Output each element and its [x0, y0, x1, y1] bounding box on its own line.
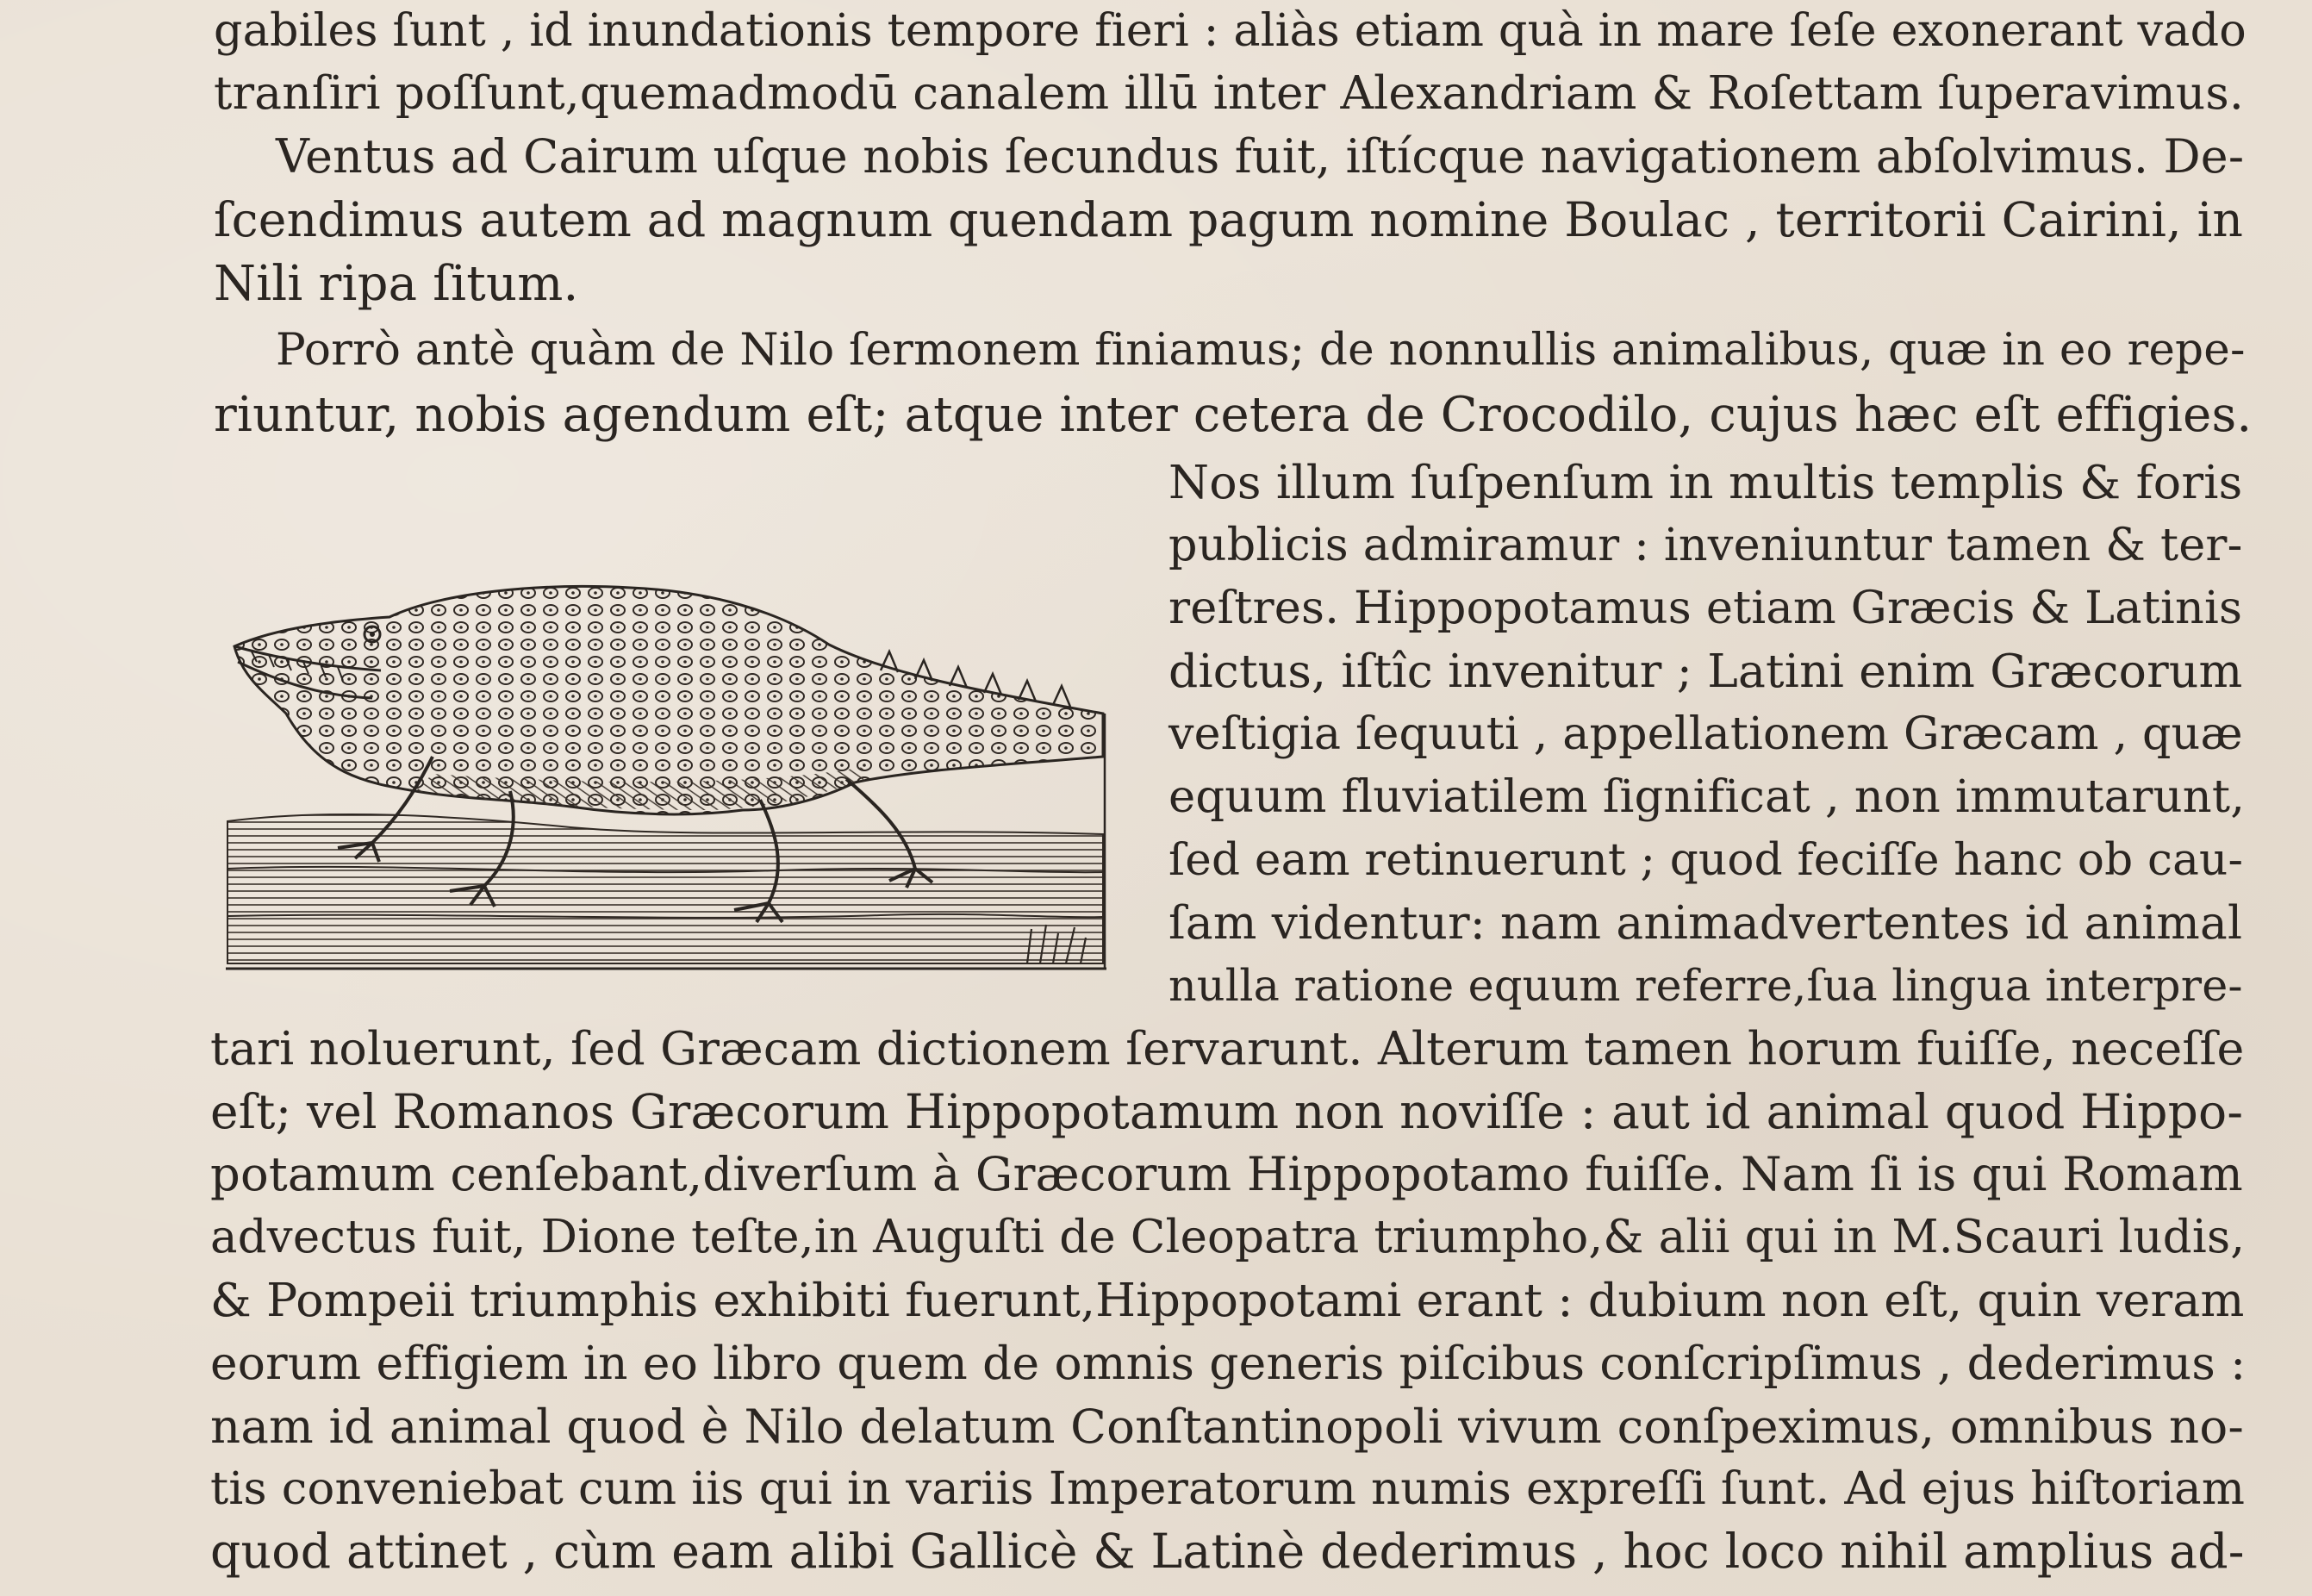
- text-line-12: veſtigia ſequuti , appellationem Græcam , quæ: [1168, 708, 2243, 760]
- text-line-21: & Pompeii triumphis exhibiti fuerunt,Hippopotami erant : dubium non eſt, quin veram: [210, 1273, 2245, 1327]
- text-line-14: ſed eam retinuerunt ; quod feciſſe hanc ob cau-: [1168, 834, 2244, 886]
- text-line-8: Nos illum ſuſpenſum in multis templis & foris: [1168, 455, 2243, 509]
- text-line-23: nam id animal quod è Nilo delatum Conſtantinopoli vivum conſpeximus, omnibus no-: [210, 1399, 2244, 1454]
- text-line-20: advectus fuit, Dione teſte,in Auguſti de Cleopatra triumpho,& alii qui in M.Scauri ludis,: [210, 1211, 2246, 1263]
- text-line-13: equum fluviatilem ſignificat , non immutarunt,: [1168, 770, 2246, 823]
- text-line-22: eorum effigiem in eo libro quem de omnis generis piſcibus conſcripſimus , dederimus :: [210, 1336, 2247, 1390]
- text-line-18: eſt; vel Romanos Græcorum Hippopotamum non noviſſe : aut id animal quod Hippo-: [210, 1084, 2244, 1139]
- text-line-2: tranſiri poſſunt,quemadmodū canalem illū inter Alexandriam & Roſettam ſuperavimus.: [214, 66, 2244, 120]
- text-line-7: riuntur, nobis agendum eſt; atque inter cetera de Crocodilo, cujus hæc eſt effigies.: [214, 387, 2253, 443]
- text-line-3: Ventus ad Cairum uſque nobis ſecundus fuit, iſtícque navigationem abſolvimus. De-: [276, 129, 2245, 184]
- text-line-9: publicis admiramur : inveniuntur tamen & ter-: [1168, 519, 2243, 571]
- text-line-17: tari noluerunt, ſed Græcam dictionem ſervarunt. Alterum tamen horum fuiſſe, neceſſe: [210, 1021, 2245, 1075]
- text-line-25: quod attinet , cùm eam alibi Gallicè & Latinè dederimus , hoc loco nihil amplius ad-: [210, 1524, 2245, 1580]
- text-line-15: ſam videntur: nam animadvertentes id animal: [1168, 896, 2243, 950]
- text-line-1: gabiles ſunt , id inundationis tempore fieri : aliàs etiam quà in mare ſeſe exonerant vado: [214, 4, 2247, 57]
- text-line-4: ſcendimus autem ad magnum quendam pagum nomine Boulac , territorii Cairini, in: [214, 193, 2244, 248]
- text-line-24: tis conveniebat cum iis qui in variis Imperatorum numis expreſſi ſunt. Ad ejus hiſtoriam: [210, 1462, 2246, 1515]
- text-line-10: reſtres. Hippopotamus etiam Græcis & Latinis: [1168, 582, 2243, 634]
- crocodile-woodcut: [226, 584, 1106, 972]
- text-line-16: nulla ratione equum referre,ſua lingua interpre-: [1168, 960, 2243, 1011]
- text-line-5: Nili ripa ſitum.: [214, 256, 579, 312]
- text-line-11: dictus, iſtîc invenitur ; Latini enim Græcorum: [1168, 644, 2243, 698]
- text-line-6: Porrò antè quàm de Nilo ſermonem finiamus; de nonnullis animalibus, quæ in eo repe-: [276, 324, 2246, 376]
- text-line-19: potamum cenſebant,diverſum à Græcorum Hippopotamo fuiſſe. Nam ſi is qui Romam: [210, 1147, 2243, 1201]
